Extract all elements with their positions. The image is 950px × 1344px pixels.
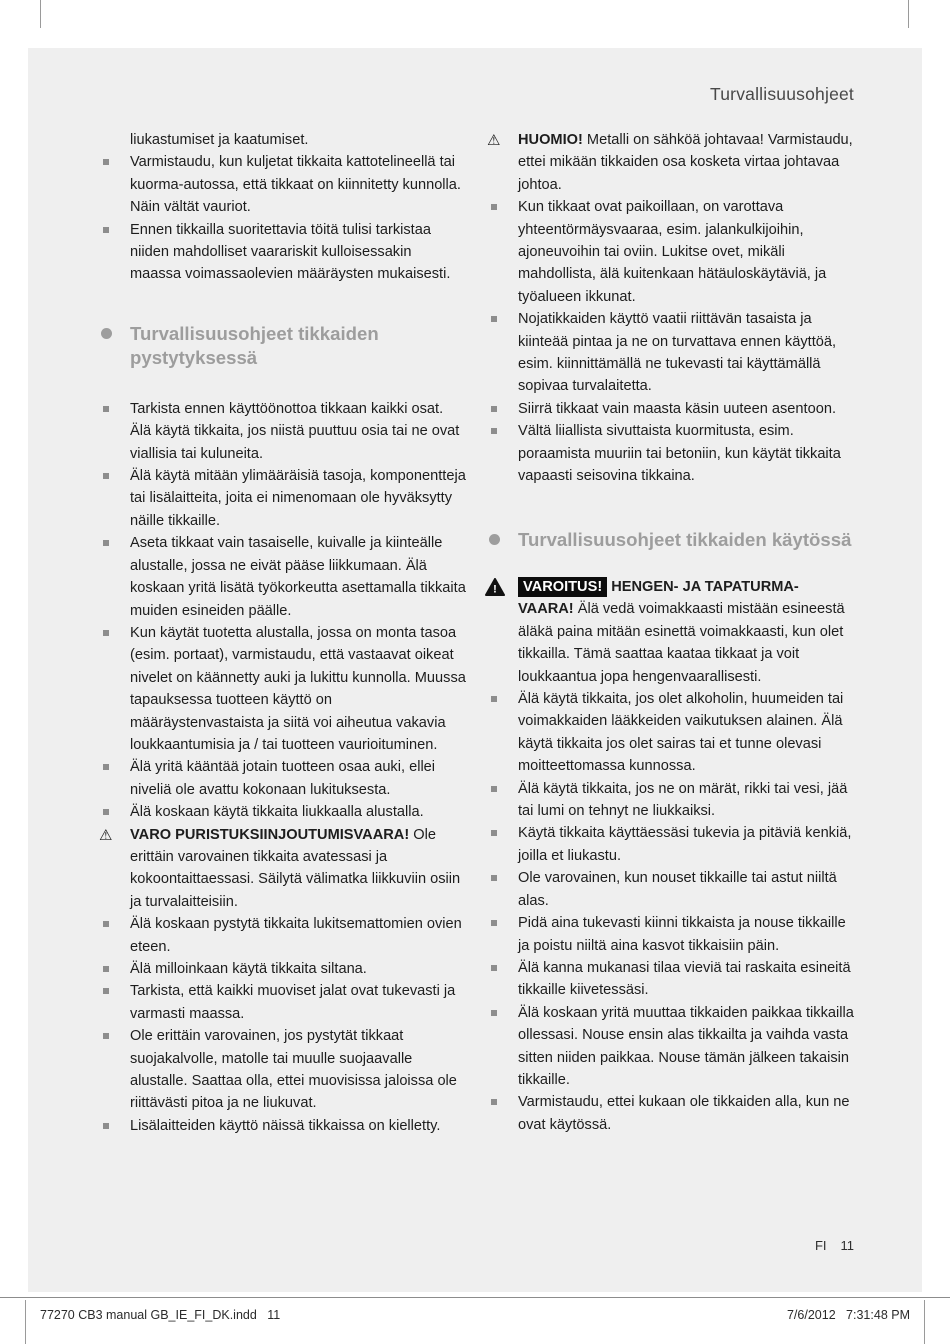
bullet-icon xyxy=(491,1010,497,1016)
list-item-text: Älä käytä tikkaita, jos ne on märät, rikki tai vesi, jää tai lumi on tehnyt ne liukkaiksi. xyxy=(518,780,848,820)
warning-filled-icon xyxy=(485,578,505,603)
list-item xyxy=(488,912,854,957)
list-item-text: Kun tikkaat ovat paikoillaan, on varottava yhteentörmäysvaaraa, esim. jalankulkijoihin, ajoneuvoihin tai oviin. Lukitse ovet, mikäli mahdollista, älä kuitenkaan hätäuloskäytäviä, ja työalueen ikkunat. xyxy=(518,199,827,305)
bullet-icon xyxy=(103,966,109,972)
list-item-text: Älä käytä tikkaita, jos olet alkoholin, huumeiden tai voimakkaiden lääkkeiden vaikutuksen alainen. Älä käytä tikkaita jos olet sairas tai et tunne olevasi moitteettomassa kunnossa. xyxy=(518,691,844,775)
list-item xyxy=(100,219,466,286)
footer-timestamp: 7/6/2012 7:31:48 PM xyxy=(786,1308,910,1322)
list-item-text: Varmistaudu, ettei kukaan ole tikkaiden alla, kun ne ovat käytössä. xyxy=(518,1094,850,1133)
list-item-text: Aseta tikkaat vain tasaiselle, kuivalle ja kiinteälle alustalle, jossa ne eivät pääse liikkumaan. Älä koskaan yritä lisätä työkorkeutta asettamalla tikkaita muiden esineiden päälle. xyxy=(130,535,466,619)
warning-item xyxy=(100,824,466,914)
warning-bold-text: HENGEN- JA TAPATURMA-VAARA! xyxy=(518,579,799,618)
list-item-text: Nojatikkaiden käyttö vaatii riittävän tasaista ja kiinteää pintaa ja ne on turvattava ennen käyttöä, esim. kiinnittämällä ne tukevasti tai käyttämällä sopivaa turvalaitetta. xyxy=(518,311,837,395)
svg-text:!: ! xyxy=(493,583,497,596)
list-item xyxy=(488,822,854,867)
list-item-text: Kun käytät tuotetta alustalla, jossa on monta tasoa (esim. portaat), varmistaudu, että vastaavat oikeat nivelet on käännetty auki ja lukittu kunnolla. Muussa tapauksessa tuotteen käyttö on määräystenvastaista ja siitä voi aiheutua vakavia loukkaantumisia ja / tai tuotteen vaurioituminen. xyxy=(130,624,466,753)
list-item-text: Älä milloinkaan käytä tikkaita siltana. xyxy=(130,961,367,977)
list-item xyxy=(488,308,854,398)
list-item-text: Siirrä tikkaat vain maasta käsin uuteen asentoon. xyxy=(518,400,836,417)
list-item xyxy=(488,1002,854,1092)
bullet-icon xyxy=(491,965,497,971)
bullet-icon xyxy=(491,204,497,210)
footer-filename: 77270 CB3 manual GB_IE_FI_DK.indd 11 xyxy=(40,1308,281,1322)
warning-lead-text: VARO PURISTUKSIINJOUTUMISVAARA! xyxy=(130,826,410,843)
bullet-icon xyxy=(491,1099,497,1105)
list-item-text: Ole erittäin varovainen, jos pystytät tikkaat suojakalvolle, matolle tai muulle suojaavalle alustalle. Saattaa olla, ettei muovisissa jaloissa ole riittävästi pitoa ja ne liukuvat. xyxy=(130,1028,457,1112)
page-number xyxy=(488,1238,854,1253)
warning-body-text: Metalli on sähköä johtavaa! Varmistaudu, ettei mikään tikkaiden osa kosketa virtaa johtavaa johtoa. xyxy=(518,132,853,193)
crop-mark xyxy=(40,0,41,28)
bullet-icon xyxy=(491,316,497,322)
bullet-icon xyxy=(103,921,109,927)
bullet-icon xyxy=(103,227,109,233)
list-item-text: Ennen tikkailla suoritettavia töitä tulisi tarkistaa niiden mahdolliset vaarariskit kulloisessakin maassa voimassaolevien määräysten mukaisesti. xyxy=(130,221,451,283)
bullet-icon xyxy=(491,920,497,926)
warning-item-main xyxy=(488,576,854,688)
list-item xyxy=(100,532,466,622)
list-item-text: Älä yritä kääntää jotain tuotteen osaa auki, ellei niveliä ole avattu kokonaan lukituksesta. xyxy=(130,759,436,798)
list-item-text: Vältä liiallista sivuttaista kuormitusta, esim. poraamista muuriin tai betoniin, kun käytät tikkaita vapaasti seisovina tikkaina. xyxy=(518,423,841,485)
list-item xyxy=(100,622,466,756)
warning-item xyxy=(488,129,854,196)
section-bullet-icon xyxy=(489,534,500,545)
list-item-text: Tarkista, että kaikki muoviset jalat ovat tukevasti ja varmasti maassa. xyxy=(130,983,456,1022)
list-item xyxy=(100,398,466,465)
list-item-text: Älä koskaan käytä tikkaita liukkaalla alustalla. xyxy=(130,804,424,821)
warning-lead-text: HUOMIO! xyxy=(518,132,583,148)
warning-triangle-icon: ⚠ xyxy=(487,131,501,149)
page-header-title: Turvallisuusohjeet xyxy=(710,84,854,104)
bullet-icon xyxy=(491,406,497,412)
list-item xyxy=(100,465,466,532)
bullet-icon xyxy=(103,764,109,770)
list-item xyxy=(488,867,854,912)
crop-mark xyxy=(25,1300,26,1344)
list-item xyxy=(100,958,466,980)
warning-body-text: Älä vedä voimakkaasti mistään esineestä äläkä paina mitään esinettä voimakkaasti, kun olet tikkailla. Tämä saattaa kaataa tikkaat ja voit loukkaantua jopa hengenvaarallisesti. xyxy=(518,601,845,685)
list-item-text: Käytä tikkaita käyttäessäsi tukevia ja pitäviä kenkiä, joilla et liukastu. xyxy=(518,825,852,864)
list-item-text: Älä koskaan yritä muuttaa tikkaiden paikkaa tikkailla ollessasi. Nouse ensin alas tikkailta ja vaihda vasta sitten niiden paikkaa. Nouse tämän jälkeen takaisin tikkaille. xyxy=(518,1004,854,1088)
list-item xyxy=(488,196,854,308)
bullet-icon xyxy=(103,630,109,636)
list-item xyxy=(488,778,854,823)
list-item xyxy=(488,1091,854,1136)
list-item-text: Älä käytä mitään ylimääräisiä tasoja, komponentteja tai lisälaitteita, joita ei nimenomaan ole hyväksytty näille tikkaille. xyxy=(130,468,466,529)
list-item xyxy=(488,957,854,1002)
crop-mark xyxy=(924,1300,925,1344)
bullet-icon xyxy=(491,696,497,702)
page-number-value: 11 xyxy=(840,1238,854,1253)
section-heading-text: Turvallisuusohjeet tikkaiden pystytyksessä xyxy=(130,322,379,369)
bullet-icon xyxy=(491,786,497,792)
bullet-icon xyxy=(491,830,497,836)
list-item xyxy=(488,398,854,420)
list-item-text: Tarkista ennen käyttöönottoa tikkaan kaikki osat. Älä käytä tikkaita, jos niistä puuttuu osia tai ne ovat viallisia tai kuluneita. xyxy=(130,400,460,462)
bullet-icon xyxy=(103,809,109,815)
bullet-icon xyxy=(491,875,497,881)
list-item-text: Lisälaitteiden käyttö näissä tikkaissa on kielletty. xyxy=(130,1117,441,1134)
footer-divider xyxy=(0,1297,950,1298)
list-item-text: Älä koskaan pystytä tikkaita lukitsemattomien ovien eteen. xyxy=(130,916,462,955)
list-item xyxy=(100,1115,466,1137)
bullet-icon xyxy=(491,428,497,434)
bullet-icon xyxy=(103,988,109,994)
list-item xyxy=(100,1025,466,1115)
section-heading xyxy=(100,322,466,371)
right-column xyxy=(488,129,854,1136)
warning-body-text: Ole erittäin varovainen tikkaita avatessasi ja kokoontaittaessasi. Säilytä välimatka liikkuviin osiin ja turvalaitteisiin. xyxy=(130,826,461,910)
list-item-text: Varmistaudu, kun kuljetat tikkaita kattotelineellä tai kuorma-autossa, että tikkaat on kiinnitetty kunnolla. Näin vältät vauriot. xyxy=(130,154,461,216)
crop-mark xyxy=(908,0,909,28)
left-column xyxy=(100,129,466,1137)
warning-chip-text: VAROITUS! xyxy=(518,577,607,597)
list-item-text: Älä kanna mukanasi tilaa vieviä tai raskaita esineitä tikkaille kiivetessäsi. xyxy=(518,959,851,999)
paragraph-continuation xyxy=(100,129,466,151)
section-bullet-icon xyxy=(101,328,112,339)
list-item xyxy=(488,688,854,778)
list-item xyxy=(488,420,854,487)
section-heading xyxy=(488,528,854,553)
bullet-icon xyxy=(103,406,109,412)
section-heading-text: Turvallisuusohjeet tikkaiden käytössä xyxy=(518,528,852,550)
bullet-icon xyxy=(103,1033,109,1039)
list-item-text: Pidä aina tukevasti kiinni tikkaista ja nouse tikkaille ja poistu niiltä aina kasvot tikkaisiin päin. xyxy=(518,915,846,954)
page-language-label: FI xyxy=(814,1238,827,1253)
list-item xyxy=(100,801,466,823)
paragraph-text: liukastumiset ja kaatumiset. xyxy=(130,132,309,148)
list-item xyxy=(100,913,466,958)
bullet-icon xyxy=(103,159,109,165)
bullet-icon xyxy=(103,540,109,546)
list-item xyxy=(100,980,466,1025)
list-item-text: Ole varovainen, kun nouset tikkaille tai astut niiltä alas. xyxy=(518,870,837,909)
warning-triangle-icon: ⚠ xyxy=(99,825,113,844)
bullet-icon xyxy=(103,473,109,479)
list-item xyxy=(100,151,466,218)
list-item xyxy=(100,756,466,801)
bullet-icon xyxy=(103,1123,109,1129)
